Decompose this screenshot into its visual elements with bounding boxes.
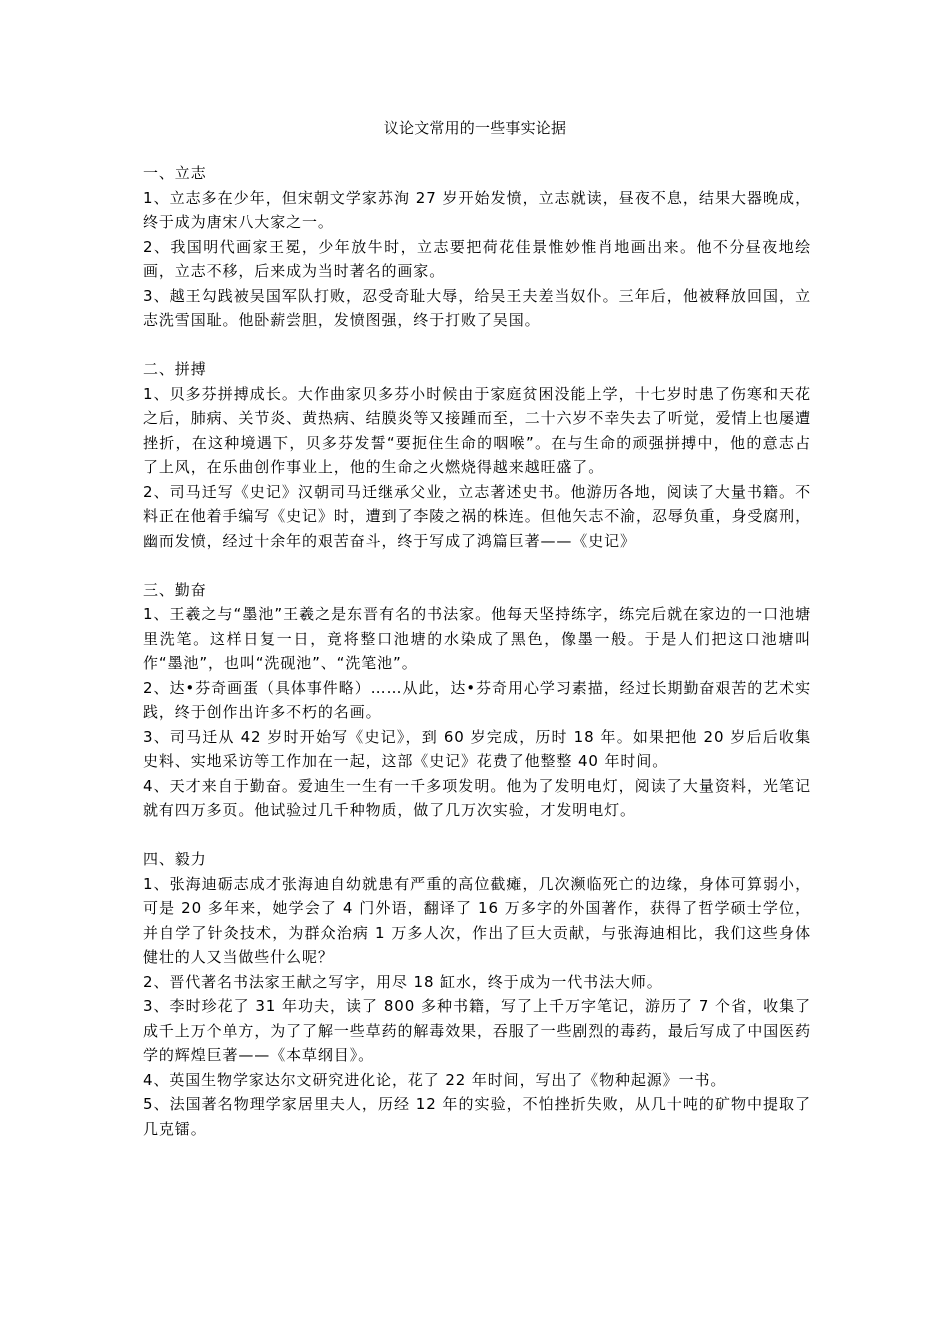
section-yili xyxy=(143,847,811,1141)
section-heading: 二、拼搏 xyxy=(143,360,207,378)
section-qinfen xyxy=(143,578,811,823)
paragraph: 1、贝多芬拼搏成长。大作曲家贝多芬小时候由于家庭贫困没能上学，十七岁时患了伤寒和天花之后，肺病、关节炎、黄热病、结膜炎等又接踵而至，二十六岁不幸失去了听觉，爱情上也屡遭挫折，在这种境遇下，贝多芬发誓“要扼住生命的咽喉”。在与生命的顽强拼搏中，他的意志占了上风，在乐曲创作事业上，他的生命之火燃烧得越来越旺盛了。 xyxy=(143,384,811,476)
section-lizhi xyxy=(143,161,811,333)
paragraph: 1、张海迪砺志成才张海迪自幼就患有严重的高位截瘫，几次濒临死亡的边缘，身体可算弱小，可是 20 多年来，她学会了 4 门外语，翻译了 16 万多字的外国著作，获得了哲学硕士学位，并自学了针灸技术，为群众治病 1 万多人次，作出了巨大贡献，与张海迪相比，我们这些身体健壮的人又当做些什么呢？ xyxy=(143,874,811,966)
paragraph: 3、李时珍花了 31 年功夫，读了 800 多种书籍，写了上千万字笔记，游历了 7 个省，收集了成千上万个单方，为了了解一些草药的解毒效果，吞服了一些剧烈的毒药，最后写成了中国医药学的辉煌巨著——《本草纲目》。 xyxy=(143,997,811,1064)
section-heading: 一、立志 xyxy=(143,164,207,182)
paragraph: 4、天才来自于勤奋。爱迪生一生有一千多项发明。他为了发明电灯，阅读了大量资料，光笔记就有四万多页。他试验过几千种物质，做了几万次实验，才发明电灯。 xyxy=(143,776,811,819)
paragraph: 3、司马迁从 42 岁时开始写《史记》，到 60 岁完成，历时 18 年。如果把他 20 岁后后收集史料、实地采访等工作加在一起，这部《史记》花费了他整整 40 年时间。 xyxy=(143,727,811,770)
document-title: 议论文常用的一些事实论据 xyxy=(383,119,567,137)
paragraph: 1、王羲之与“墨池”王羲之是东晋有名的书法家。他每天坚持练字，练完后就在家边的一口池塘里洗笔。这样日复一日，竟将整口池塘的水染成了黑色，像墨一般。于是人们把这口池塘叫作“墨池”，也叫“洗砚池”、“洗笔池”。 xyxy=(143,605,811,672)
paragraph: 2、我国明代画家王冕，少年放牛时，立志要把荷花佳景惟妙惟肖地画出来。他不分昼夜地绘画，立志不移，后来成为当时著名的画家。 xyxy=(143,237,811,280)
paragraph: 5、法国著名物理学家居里夫人，历经 12 年的实验，不怕挫折失败，从几十吨的矿物中提取了几克镭。 xyxy=(143,1095,811,1138)
paragraph: 2、晋代著名书法家王献之写字，用尽 18 缸水，终于成为一代书法大师。 xyxy=(143,972,663,991)
paragraph: 2、司马迁写《史记》汉朝司马迁继承父业，立志著述史书。他游历各地，阅读了大量书籍。不料正在他着手编写《史记》时，遭到了李陵之祸的株连。但他矢志不渝，忍辱负重，身受腐刑，幽而发愤，经过十余年的艰苦奋斗，终于写成了鸿篇巨著——《史记》 xyxy=(143,482,811,550)
section-heading: 四、毅力 xyxy=(143,850,207,868)
paragraph: 2、达•芬奇画蛋（具体事件略）……从此，达•芬奇用心学习素描，经过长期勤奋艰苦的艺术实践，终于创作出许多不朽的名画。 xyxy=(143,678,811,721)
document-body xyxy=(143,161,811,1141)
paragraph: 4、英国生物学家达尔文研究进化论，花了 22 年时间，写出了《物种起源》一书。 xyxy=(143,1070,727,1089)
paragraph: 1、立志多在少年，但宋朝文学家苏洵 27 岁开始发愤，立志就读，昼夜不息，结果大器晚成，终于成为唐宋八大家之一。 xyxy=(143,188,811,231)
paragraph: 3、越王勾践被吴国军队打败，忍受奇耻大辱，给吴王夫差当奴仆。三年后，他被释放回国，立志洗雪国耻。他卧薪尝胆，发愤图强，终于打败了吴国。 xyxy=(143,286,811,329)
section-heading: 三、勤奋 xyxy=(143,580,207,599)
section-pinbo xyxy=(143,357,811,553)
